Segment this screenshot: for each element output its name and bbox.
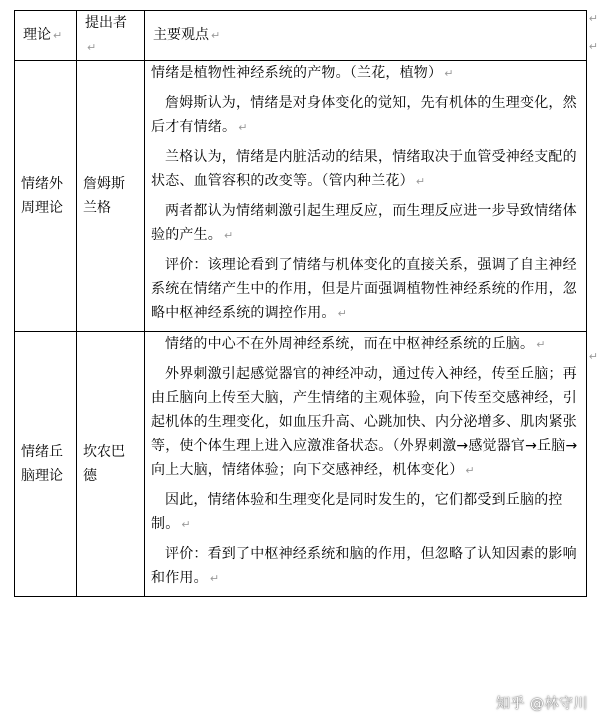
theory-table <box>14 10 587 597</box>
view-paragraph: 情绪的中心不在外周神经系统，而在中枢神经系统的丘脑。 ↵ <box>165 336 546 352</box>
view-paragraph: 评价：该理论看到了情绪与机体变化的直接关系，强调了自主神经系统在情绪产生中的作用，但是片面强调植物性神经系统的作用，忽略中枢神经系统的调控作用。 ↵ <box>151 257 577 321</box>
table-row <box>15 61 587 332</box>
view-paragraph: 评价：看到了中枢神经系统和脑的作用，但忽略了认知因素的影响和作用。 ↵ <box>151 546 577 586</box>
views-cell <box>145 332 587 597</box>
view-paragraph: 两者都认为情绪刺激引起生理反应，而生理反应进一步导致情绪体验的产生。 ↵ <box>151 203 577 243</box>
view-paragraph: 詹姆斯认为，情绪是对身体变化的觉知，先有机体的生理变化，然后才有情绪。 ↵ <box>151 95 577 135</box>
views-cell <box>145 61 587 332</box>
view-paragraph: 外界刺激引起感觉器官的神经冲动，通过传入神经，传至丘脑；再由丘脑向上传至大脑，产生情绪的主观体验，向下传至交感神经，引起机体的生理变化，如血压升高、心跳加快、内分泌增多、肌肉紧张等，使个体生理上进入应激准备状态。（外界刺激→感觉器官→丘脑→向上大脑，情绪体验；向下交感神经，机体变化） ↵ <box>151 366 578 478</box>
row-end-mark: ↵ <box>588 12 598 25</box>
header-row <box>15 11 587 61</box>
header-proposer: 提出者↵ <box>77 11 145 61</box>
header-views: 主要观点 ↵ <box>145 11 587 61</box>
proposer-cell: 詹姆斯兰格 <box>77 61 145 332</box>
row-end-mark: ↵ <box>588 350 598 363</box>
view-paragraph: 情绪是植物性神经系统的产物。（兰花，植物） ↵ <box>151 65 454 81</box>
view-paragraph: 兰格认为，情绪是内脏活动的结果，情绪取决于血管受神经支配的状态、血管容积的改变等。（管内种兰花） ↵ <box>151 149 577 189</box>
row-end-mark: ↵ <box>588 40 598 53</box>
theory-name-cell: 情绪丘脑理论 <box>15 332 77 597</box>
table-row <box>15 332 587 597</box>
view-paragraph: 因此，情绪体验和生理变化是同时发生的，它们都受到丘脑的控制。 ↵ <box>151 492 563 532</box>
theory-name-cell: 情绪外周理论 <box>15 61 77 332</box>
proposer-cell: 坎农巴德 <box>77 332 145 597</box>
watermark-logo: 知乎 @林守川 <box>496 696 588 712</box>
header-theory: 理论 ↵ <box>15 11 77 61</box>
